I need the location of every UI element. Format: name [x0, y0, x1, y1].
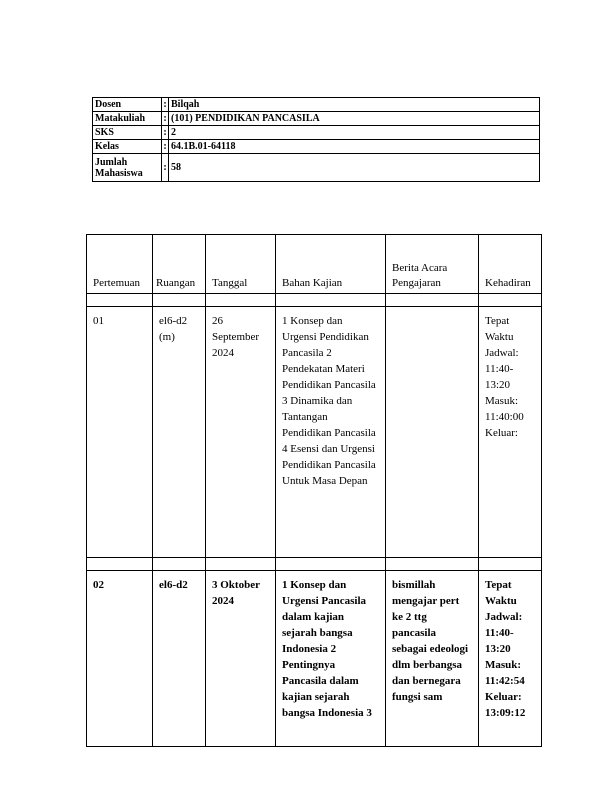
table-row: [87, 571, 542, 747]
kelas-label: Kelas: [93, 140, 162, 154]
header-bahan-kajian: Bahan Kajian: [276, 235, 386, 294]
cell-ruangan: el6-d2 (m): [153, 307, 206, 558]
course-info-table: [92, 97, 540, 182]
header-tanggal: Tanggal: [206, 235, 276, 294]
cell-pertemuan: 02: [87, 571, 153, 747]
header-pertemuan: Pertemuan: [87, 235, 153, 294]
colon: :: [162, 154, 169, 182]
colon: :: [163, 113, 167, 124]
cell-bahan-kajian: 1 Konsep dan Urgensi Pendidikan Pancasila 2 Pendekatan Materi Pendidikan Pancasila 3 Dinamika dan Tantangan Pendidikan Pancasila 4 Esensi dan Urgensi Pendidikan Pancasila Untuk Masa Depan: [276, 307, 386, 558]
info-row-sks: [93, 126, 540, 140]
attendance-table: [86, 234, 542, 747]
table-row: [87, 307, 542, 558]
cell-berita-acara: bismillah mengajar pert ke 2 ttg pancasila sebagai edeologi dlm berbangsa dan bernegara fungsi sam: [386, 571, 479, 747]
kelas-value: 64.1B.01-64118: [169, 140, 540, 154]
colon: :: [163, 127, 167, 138]
dosen-value: Bilqah: [169, 98, 540, 112]
matakuliah-label: Matakuliah: [93, 112, 162, 126]
colon: :: [163, 99, 167, 110]
header-kehadiran: Kehadiran: [479, 235, 542, 294]
matakuliah-value: (101) PENDIDIKAN PANCASILA: [169, 112, 540, 126]
spacer-row: [87, 558, 542, 571]
jumlah-label-line2: Mahasiswa: [95, 167, 143, 179]
cell-bahan-kajian: 1 Konsep dan Urgensi Pancasila dalam kajian sejarah bangsa Indonesia 2 Pentingnya Pancasila dalam kajian sejarah bangsa Indonesia 3: [276, 571, 386, 747]
cell-berita-acara: [386, 307, 479, 558]
jumlah-value: 58: [169, 154, 540, 182]
info-row-kelas: [93, 140, 540, 154]
info-row-matakuliah: [93, 112, 540, 126]
header-row: [87, 235, 542, 294]
header-ruangan: Ruangan: [153, 235, 206, 294]
cell-kehadiran: Tepat Waktu Jadwal: 11:40-13:20 Masuk: 11:40:00 Keluar:: [479, 307, 542, 558]
info-row-dosen: [93, 98, 540, 112]
sks-label: SKS: [93, 126, 162, 140]
cell-kehadiran: Tepat Waktu Jadwal: 11:40-13:20 Masuk: 11:42:54 Keluar: 13:09:12: [479, 571, 542, 747]
sks-value: 2: [169, 126, 540, 140]
cell-tanggal: 3 Oktober 2024: [206, 571, 276, 747]
jumlah-label-line1: Jumlah: [95, 156, 128, 168]
cell-ruangan: el6-d2: [153, 571, 206, 747]
jumlah-label: [93, 154, 162, 182]
header-berita-acara: Berita Acara Pengajaran: [386, 235, 479, 294]
cell-tanggal: 26 September 2024: [206, 307, 276, 558]
info-row-jumlah: [93, 154, 540, 182]
dosen-label: Dosen: [93, 98, 162, 112]
colon: :: [163, 141, 167, 152]
cell-pertemuan: 01: [87, 307, 153, 558]
spacer-row: [87, 294, 542, 307]
